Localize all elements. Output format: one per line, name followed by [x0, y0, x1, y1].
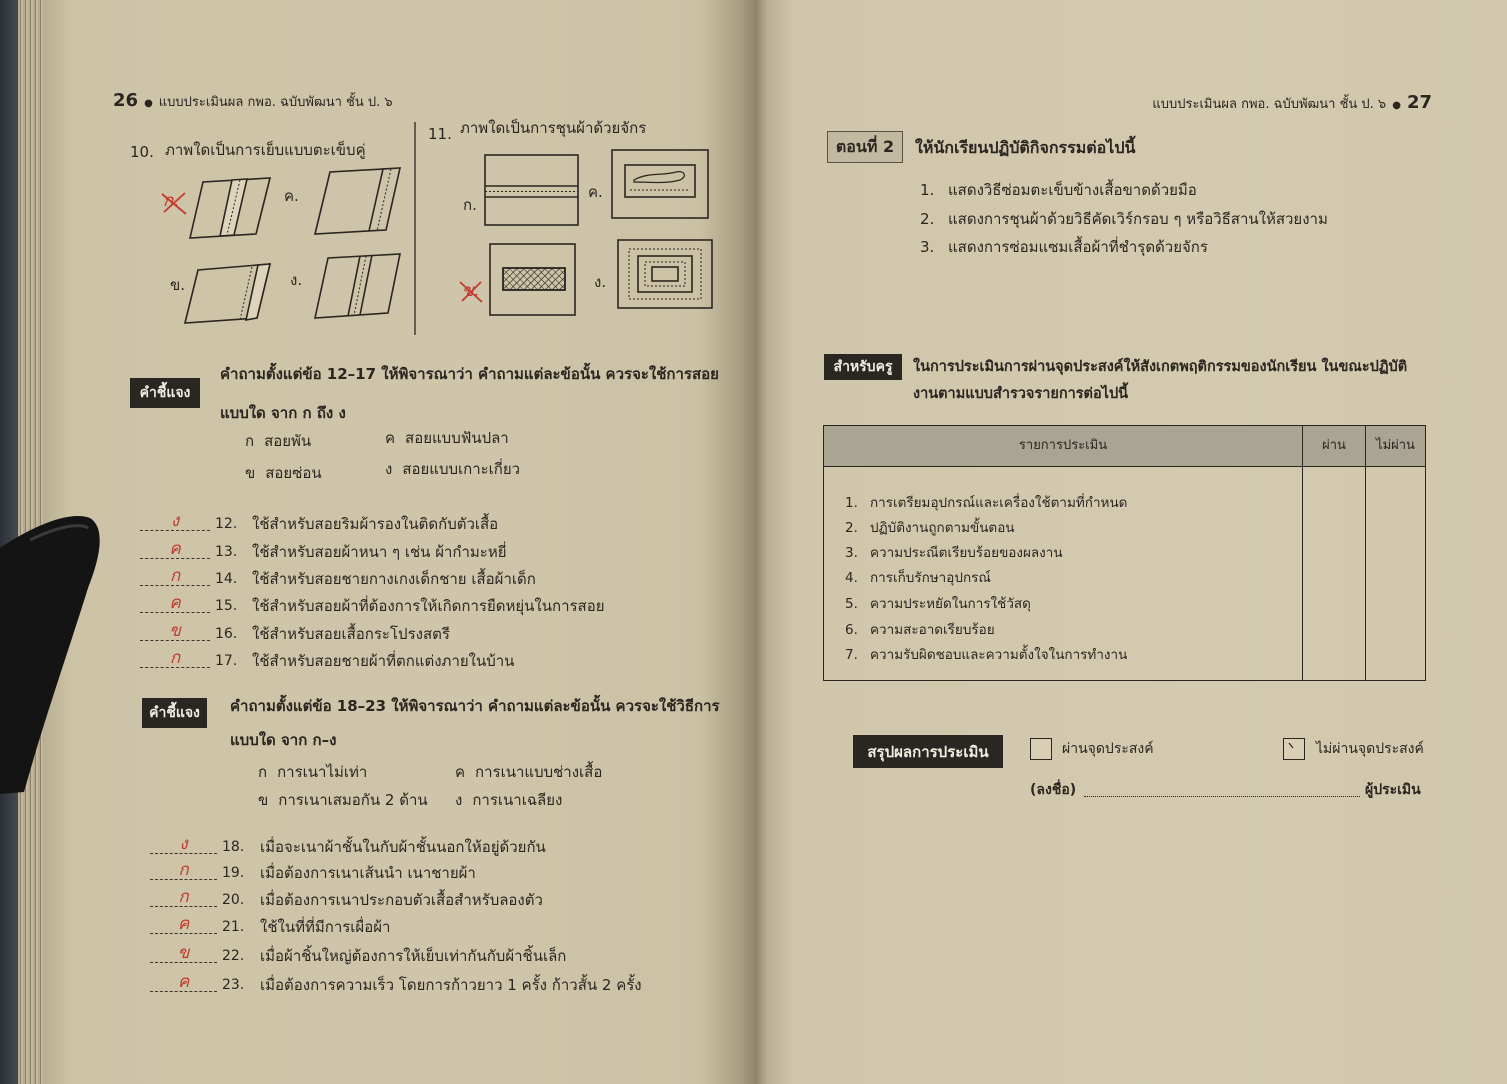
pass-option-label: ผ่านจุดประสงค์	[1062, 741, 1154, 757]
list-item: ค 15. ใช้สำหรับสอยผ้าที่ต้องการให้เกิดการยืดหยุ่นในการสอย	[140, 594, 700, 616]
q10-figure-b	[185, 264, 270, 323]
left-header-title: แบบประเมินผล กพอ. ฉบับพัฒนา ชั้น ป. ๖	[158, 95, 393, 110]
table-row: 3. ความประณีตเรียบร้อยของผลงาน	[845, 545, 1063, 561]
summary-label: สรุปผลการประเมิน	[853, 735, 1003, 768]
q11-option-a: ก.	[463, 196, 477, 214]
handwritten-answer: ค	[140, 594, 210, 613]
q10-text: ภาพใดเป็นการเย็บแบบตะเข็บคู่	[165, 141, 366, 159]
table-row: 2. ปฏิบัติงานถูกตามขั้นตอน	[845, 520, 1015, 536]
section2-choice-d: ง การเนาเฉลียง	[455, 791, 563, 809]
signer-label: ผู้ประเมิน	[1365, 782, 1421, 798]
list-item: ก 17. ใช้สำหรับสอยชายผ้าที่ตกแต่งภายในบ้าน	[140, 649, 700, 671]
q10-figure-c	[315, 168, 400, 234]
header-bullet-icon: ●	[144, 98, 153, 109]
list-item: ก 20. เมื่อต้องการเนาประกอบตัวเสื้อสำหรับลองตัว	[150, 888, 710, 910]
q10-option-b: ข.	[170, 276, 186, 294]
section1-instruction-line2: แบบใด จาก ก ถึง ง	[220, 404, 346, 422]
handwritten-answer: ก	[150, 888, 217, 907]
table-header-pass: ผ่าน	[1322, 438, 1346, 453]
part-label: ตอนที่ 2	[827, 131, 903, 163]
handwritten-answer: ง	[150, 835, 217, 854]
column-divider	[1302, 426, 1303, 680]
teacher-note-label: สำหรับครู	[824, 354, 902, 380]
column-divider	[1365, 426, 1366, 680]
handwritten-answer: ข	[140, 622, 210, 641]
handwritten-answer: ง	[140, 512, 210, 531]
q10-option-c: ค.	[284, 187, 299, 205]
section2-choice-b: ข การเนาเสมอกัน 2 ด้าน	[258, 791, 428, 809]
section2-choice-c: ค การเนาแบบช่างเสื้อ	[455, 763, 603, 781]
list-item: ก 14. ใช้สำหรับสอยชายกางเกงเด็กชาย เสื้อผ้าเด็ก	[140, 567, 700, 589]
section1-instruction-label: คำชี้แจง	[130, 378, 200, 408]
section1-instruction-line1: คำถามตั้งแต่ข้อ 12–17 ให้พิจารณาว่า คำถามแต่ละข้อนั้น ควรจะใช้การสอย	[220, 365, 719, 383]
list-item: ก 19. เมื่อต้องการเนาเส้นนำ เนาชายผ้า	[150, 861, 710, 883]
table-row: 5. ความประหยัดในการใช้วัสดุ	[845, 596, 1031, 612]
handwritten-answer: ค	[140, 540, 210, 559]
q11-text: ภาพใดเป็นการชุนผ้าด้วยจักร	[460, 119, 647, 137]
left-page-header	[113, 90, 393, 112]
pen-mark-icon	[1284, 739, 1304, 759]
teacher-note-line2: งานตามแบบสำรวจรายการต่อไปนี้	[913, 386, 1129, 402]
right-page-header	[1152, 92, 1432, 114]
q10-option-d: ง.	[290, 271, 303, 289]
left-page-number: 26	[113, 90, 139, 111]
q11-number: 11.	[428, 125, 452, 143]
table-row: 6. ความสะอาดเรียบร้อย	[845, 622, 995, 638]
q11-figure-a	[485, 155, 578, 225]
signature-line	[1084, 796, 1360, 797]
q11-option-d: ง.	[594, 273, 607, 291]
section2-instruction-line2: แบบใด จาก ก–ง	[230, 731, 337, 749]
table-row: 7. ความรับผิดชอบและความตั้งใจในการทำงาน	[845, 647, 1128, 663]
section1-choice-a: ก สอยพัน	[245, 432, 312, 450]
fail-checkbox	[1283, 738, 1305, 760]
part-instruction: ให้นักเรียนปฏิบัติกิจกรรมต่อไปนี้	[915, 138, 1136, 157]
table-row: 1. การเตรียมอุปกรณ์และเครื่องใช้ตามที่กำหนด	[845, 495, 1128, 511]
q10-option-a: ก.	[163, 191, 179, 211]
task-item: 1. แสดงวิธีซ่อมตะเข็บข้างเสื้อขาดด้วยมือ	[920, 181, 1197, 199]
section1-choice-d: ง สอยแบบเกาะเกี่ยว	[385, 460, 521, 478]
q10-figure-a	[190, 178, 270, 238]
list-item: ง 12. ใช้สำหรับสอยริมผ้ารองในติดกับตัวเสื้อ	[140, 512, 700, 534]
list-item: ค 13. ใช้สำหรับสอยผ้าหนา ๆ เช่น ผ้ากำมะหยี่	[140, 540, 700, 562]
list-item: ง 18. เมื่อจะเนาผ้าชั้นในกับผ้าชั้นนอกให้อยู่ด้วยกัน	[150, 835, 710, 857]
section2-instruction-label: คำชี้แจง	[142, 698, 207, 728]
q11-option-c: ค.	[588, 183, 603, 201]
handwritten-answer: ก	[140, 567, 210, 586]
table-row: 4. การเก็บรักษาอุปกรณ์	[845, 570, 991, 586]
header-bullet-icon: ●	[1392, 100, 1401, 111]
q10-number: 10.	[130, 143, 154, 161]
pass-checkbox	[1030, 738, 1052, 760]
handwritten-answer: ก	[140, 649, 210, 668]
section2-instruction-line1: คำถามตั้งแต่ข้อ 18–23 ให้พิจารณาว่า คำถามแต่ละข้อนั้น ควรจะใช้วิธีการ	[230, 697, 720, 715]
section1-choice-c: ค สอยแบบฟันปลา	[385, 429, 509, 447]
list-item: ค 21. ใช้ในที่ที่มีการเผื่อผ้า	[150, 915, 710, 937]
list-item: ข 16. ใช้สำหรับสอยเสื้อกระโปรงสตรี	[140, 622, 700, 644]
q11-figure-b	[490, 244, 575, 315]
right-header-title: แบบประเมินผล กพอ. ฉบับพัฒนา ชั้น ป. ๖	[1152, 97, 1387, 112]
task-item: 2. แสดงการชุนผ้าด้วยวิธีคัดเวิร์กรอบ ๆ หรือวิธีสานให้สวยงาม	[920, 210, 1328, 228]
table-header-item: รายการประเมิน	[1018, 438, 1108, 453]
handwritten-answer: ก	[150, 861, 217, 880]
table-header-fail: ไม่ผ่าน	[1376, 438, 1415, 453]
list-item: ค 23. เมื่อต้องการความเร็ว โดยการก้าวยาว 1 ครั้ง ก้าวสั้น 2 ครั้ง	[150, 973, 710, 995]
section1-choice-b: ข สอยซ่อน	[245, 464, 322, 482]
finger-silhouette	[0, 500, 110, 800]
section2-choice-a: ก การเนาไม่เท่า	[258, 763, 368, 781]
handwritten-answer: ค	[150, 973, 217, 992]
q11-figure-c	[612, 150, 708, 218]
handwritten-answer: ข	[150, 944, 217, 963]
q10-figure-d	[315, 254, 400, 318]
teacher-note-line1: ในการประเมินการผ่านจุดประสงค์ให้สังเกตพฤติกรรมของนักเรียน ในขณะปฏิบัติ	[913, 359, 1408, 375]
list-item: ข 22. เมื่อผ้าชิ้นใหญ่ต้องการให้เย็บเท่ากันกับผ้าชิ้นเล็ก	[150, 944, 710, 966]
right-page-number: 27	[1406, 92, 1432, 113]
fail-option-label: ไม่ผ่านจุดประสงค์	[1316, 741, 1424, 757]
task-item: 3. แสดงการซ่อมแซมเสื้อผ้าที่ชำรุดด้วยจักร	[920, 238, 1208, 256]
sign-label: (ลงชื่อ)	[1030, 782, 1077, 798]
handwritten-answer: ค	[150, 915, 217, 934]
q11-option-b: ข.	[462, 281, 480, 301]
q11-figure-d	[618, 240, 712, 308]
